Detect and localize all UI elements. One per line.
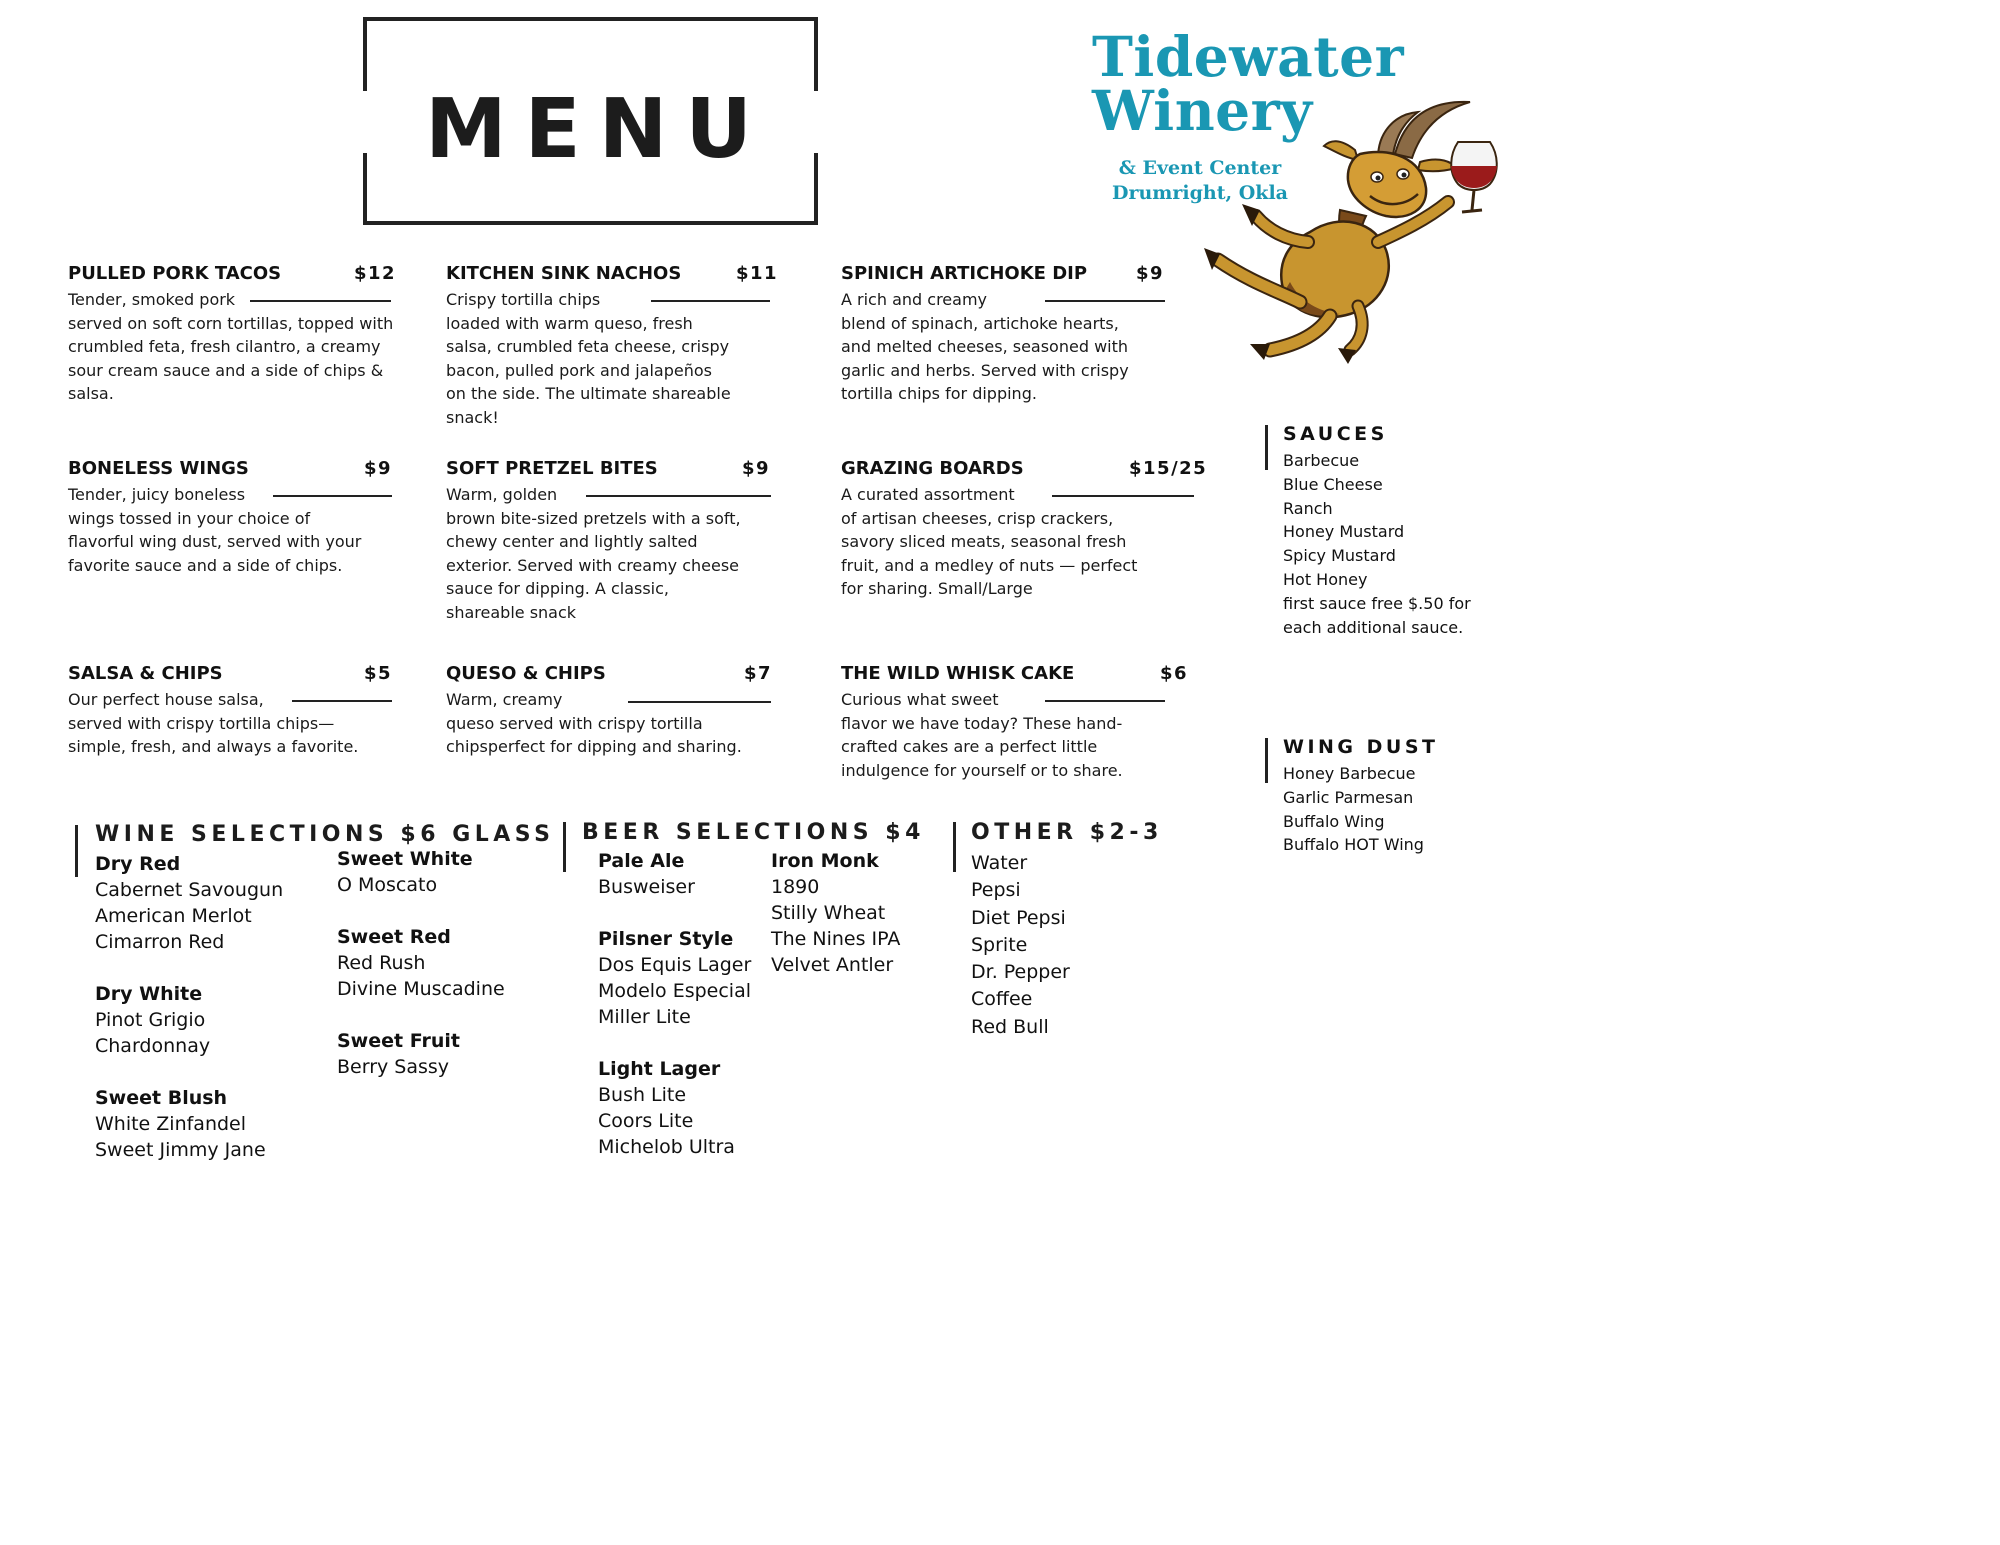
group-title: Light Lager xyxy=(598,1058,721,1080)
group-list xyxy=(598,1082,751,1160)
group-list xyxy=(337,872,505,898)
list-item: Sweet Jimmy Jane xyxy=(95,1139,266,1161)
list-item: Bush Lite xyxy=(598,1084,687,1106)
item-desc-line: crumbled feta, fresh cilantro, a creamy xyxy=(68,337,381,357)
list-item: Dr. Pepper xyxy=(971,961,1070,984)
list-item: Dos Equis Lager xyxy=(598,954,752,976)
item-desc-line: garlic and herbs. Served with crispy xyxy=(841,360,1129,380)
sauces-list xyxy=(1283,449,1513,639)
item-desc-line: loaded with warm queso, fresh xyxy=(446,313,693,333)
menu-item-queso-chips xyxy=(446,663,786,773)
list-item: Coffee xyxy=(971,988,1033,1011)
list-item: Busweiser xyxy=(598,876,695,898)
item-description xyxy=(68,688,408,759)
group-list xyxy=(598,874,751,900)
item-lead: A curated assortment xyxy=(841,485,1015,504)
brand-name-line2: Winery xyxy=(1092,78,1313,143)
item-lead: Tender, smoked pork xyxy=(68,290,236,309)
sauces-heading: SAUCES xyxy=(1283,423,1388,445)
item-lead: Warm, creamy xyxy=(446,690,563,709)
item-desc-line: of artisan cheeses, crisp crackers, xyxy=(841,508,1114,528)
item-description xyxy=(446,483,786,625)
item-name: KITCHEN SINK NACHOS xyxy=(446,263,682,284)
item-desc-line: snack! xyxy=(446,407,499,427)
list-item: Spicy Mustard xyxy=(1283,546,1396,566)
group-title: Sweet Blush xyxy=(95,1087,228,1109)
item-lead: A rich and creamy xyxy=(841,290,987,309)
item-desc-line: flavorful wing dust, served with your xyxy=(68,532,362,552)
group-title: Sweet White xyxy=(337,848,473,870)
item-desc-line: shareable snack xyxy=(446,602,577,622)
group-title: Iron Monk xyxy=(771,850,879,872)
item-name: SOFT PRETZEL BITES xyxy=(446,458,658,479)
item-desc-line: savory sliced meats, seasonal fresh xyxy=(841,532,1127,552)
item-desc-line: on the side. The ultimate shareable xyxy=(446,384,731,404)
group-title: Pilsner Style xyxy=(598,928,734,950)
item-name: BONELESS WINGS xyxy=(68,458,249,479)
wing-dust-accent-bar xyxy=(1265,738,1268,783)
wine-heading: WINE SELECTIONS $6 GLASS xyxy=(95,822,555,847)
other-list xyxy=(971,850,1070,1041)
list-item: Divine Muscadine xyxy=(337,978,505,1000)
group-title: Pale Ale xyxy=(598,850,685,872)
item-lead: Curious what sweet xyxy=(841,690,999,709)
page-title: MENU xyxy=(425,82,770,177)
group-title: Sweet Fruit xyxy=(337,1030,460,1052)
list-item: Honey Barbecue xyxy=(1283,764,1416,783)
item-description xyxy=(841,688,1181,782)
item-name: SALSA & CHIPS xyxy=(68,663,223,684)
list-item: Diet Pepsi xyxy=(971,906,1066,929)
wing-dust-heading: WING DUST xyxy=(1283,736,1439,758)
list-item: Modelo Especial xyxy=(598,980,752,1002)
menu-item-pulled-pork-tacos xyxy=(68,263,408,413)
item-desc-line: salsa. xyxy=(68,384,114,404)
item-lead: Crispy tortilla chips xyxy=(446,290,601,309)
group-list xyxy=(337,1054,505,1080)
list-item: Hot Honey xyxy=(1283,569,1368,589)
list-item: Coors Lite xyxy=(598,1110,694,1132)
goat-mascot-illustration xyxy=(1190,92,1510,367)
menu-item-soft-pretzel-bites xyxy=(446,458,786,628)
item-price: $6 xyxy=(1160,663,1189,684)
box-right-upper-edge xyxy=(814,17,818,91)
menu-item-kitchen-sink-nachos xyxy=(446,263,786,433)
box-top-edge xyxy=(363,17,818,21)
item-desc-line: blend of spinach, artichoke hearts, xyxy=(841,313,1119,333)
menu-item-wild-whisk-cake xyxy=(841,663,1201,793)
item-desc-line: flavor we have today? These hand- xyxy=(841,713,1123,733)
item-desc-line: chewy center and lightly salted xyxy=(446,532,698,552)
group-list xyxy=(337,950,505,1002)
list-item: 1890 xyxy=(771,876,820,898)
item-desc-line: brown bite-sized pretzels with a soft, xyxy=(446,508,741,528)
item-desc-line: bacon, pulled pork and jalapeños xyxy=(446,360,712,380)
group-list xyxy=(598,952,751,1030)
list-item: Cabernet Savougun xyxy=(95,879,284,901)
list-item: Blue Cheese xyxy=(1283,474,1383,494)
brand-name-line1: Tidewater xyxy=(1092,24,1405,89)
item-price: $7 xyxy=(744,663,773,684)
menu-item-boneless-wings xyxy=(68,458,408,588)
wing-dust-list xyxy=(1283,762,1513,857)
list-item: Stilly Wheat xyxy=(771,902,886,924)
item-desc-line: and melted cheeses, seasoned with xyxy=(841,337,1129,357)
group-list xyxy=(95,1007,283,1059)
beer-column-1 xyxy=(598,848,751,1186)
item-description xyxy=(841,288,1181,406)
item-name: THE WILD WHISK CAKE xyxy=(841,663,1075,684)
list-item: White Zinfandel xyxy=(95,1113,247,1135)
group-list xyxy=(771,874,900,978)
list-item: Pepsi xyxy=(971,879,1021,902)
beer-heading: BEER SELECTIONS $4 xyxy=(582,820,925,845)
list-item: The Nines IPA xyxy=(771,928,901,950)
list-item: Buffalo Wing xyxy=(1283,811,1385,831)
beer-column-2 xyxy=(771,848,900,1004)
wine-column-1 xyxy=(95,851,283,1189)
list-item: Buffalo HOT Wing xyxy=(1283,835,1424,855)
item-price: $15/25 xyxy=(1129,458,1208,479)
other-accent-bar xyxy=(953,822,956,872)
item-desc-line: chipsperfect for dipping and sharing. xyxy=(446,737,742,757)
item-desc-line: fruit, and a medley of nuts — perfect xyxy=(841,555,1138,575)
list-item: Michelob Ultra xyxy=(598,1136,735,1158)
list-item: Water xyxy=(971,852,1028,874)
item-desc-line: served with crispy tortilla chips— xyxy=(68,713,335,733)
item-price: $5 xyxy=(364,663,393,684)
menu-item-salsa-chips xyxy=(68,663,408,773)
list-item: Chardonnay xyxy=(95,1035,211,1057)
list-item: Pinot Grigio xyxy=(95,1009,206,1031)
brand-subtitle-line2: Drumright, Okla xyxy=(1112,182,1288,204)
item-desc-line: indulgence for yourself or to share. xyxy=(841,760,1123,780)
list-item: Red Bull xyxy=(971,1015,1049,1038)
item-name: PULLED PORK TACOS xyxy=(68,263,282,284)
item-desc-line: sour cream sauce and a side of chips & xyxy=(68,360,384,380)
item-lead: Warm, golden xyxy=(446,485,558,504)
item-desc-line: for sharing. Small/Large xyxy=(841,579,1033,599)
item-lead: Our perfect house salsa, xyxy=(68,690,264,709)
item-desc-line: queso served with crispy tortilla xyxy=(446,713,703,733)
menu-item-grazing-boards xyxy=(841,458,1221,608)
group-title: Dry White xyxy=(95,983,203,1005)
list-item: Honey Mustard xyxy=(1283,522,1405,542)
list-item: first sauce free $.50 for xyxy=(1283,593,1471,613)
list-item: each additional sauce. xyxy=(1283,617,1464,637)
item-price: $9 xyxy=(742,458,771,479)
list-item: Garlic Parmesan xyxy=(1283,787,1414,807)
item-lead: Tender, juicy boneless xyxy=(68,485,246,504)
menu-item-spinich-artichoke-dip xyxy=(841,263,1181,413)
wine-column-2 xyxy=(337,846,505,1106)
brand-subtitle-line1: & Event Center xyxy=(1118,157,1282,179)
item-description xyxy=(68,483,408,577)
list-item: American Merlot xyxy=(95,905,252,927)
item-description xyxy=(841,483,1181,601)
sauces-accent-bar xyxy=(1265,425,1268,470)
beer-accent-bar xyxy=(563,822,566,872)
item-desc-line: crafted cakes are a perfect little xyxy=(841,737,1098,757)
item-name: GRAZING BOARDS xyxy=(841,458,1024,479)
list-item: Barbecue xyxy=(1283,451,1360,470)
list-item: Red Rush xyxy=(337,952,426,974)
item-description xyxy=(446,288,786,430)
item-desc-line: wings tossed in your choice of xyxy=(68,508,311,528)
menu-title-box xyxy=(363,17,818,225)
other-heading: OTHER $2-3 xyxy=(971,820,1163,845)
group-list xyxy=(95,877,283,955)
item-desc-line: served on soft corn tortillas, topped with xyxy=(68,313,394,333)
list-item: Cimarron Red xyxy=(95,931,225,953)
box-bottom-edge xyxy=(363,221,818,225)
item-price: $9 xyxy=(364,458,393,479)
item-desc-line: simple, fresh, and always a favorite. xyxy=(68,737,359,757)
item-description xyxy=(68,288,413,406)
item-name: SPINICH ARTICHOKE DIP xyxy=(841,263,1088,284)
item-desc-line: tortilla chips for dipping. xyxy=(841,384,1037,404)
item-desc-line: exterior. Served with creamy cheese xyxy=(446,555,740,575)
item-desc-line: salsa, crumbled feta cheese, crispy xyxy=(446,337,730,357)
item-name: QUESO & CHIPS xyxy=(446,663,606,684)
group-title: Dry Red xyxy=(95,853,181,875)
item-desc-line: favorite sauce and a side of chips. xyxy=(68,555,343,575)
list-item: Velvet Antler xyxy=(771,954,894,976)
item-price: $11 xyxy=(736,263,779,284)
list-item: O Moscato xyxy=(337,874,438,896)
list-item: Ranch xyxy=(1283,498,1333,518)
item-description xyxy=(446,688,786,759)
group-list xyxy=(95,1111,283,1163)
item-desc-line: sauce for dipping. A classic, xyxy=(446,579,669,599)
list-item: Sprite xyxy=(971,933,1028,956)
brand-subtitle xyxy=(1095,156,1305,206)
box-left-upper-edge xyxy=(363,17,367,91)
list-item: Berry Sassy xyxy=(337,1056,450,1078)
item-price: $12 xyxy=(354,263,397,284)
list-item: Miller Lite xyxy=(598,1006,691,1028)
group-title: Sweet Red xyxy=(337,926,451,948)
item-price: $9 xyxy=(1136,263,1165,284)
wine-accent-bar xyxy=(75,825,78,877)
